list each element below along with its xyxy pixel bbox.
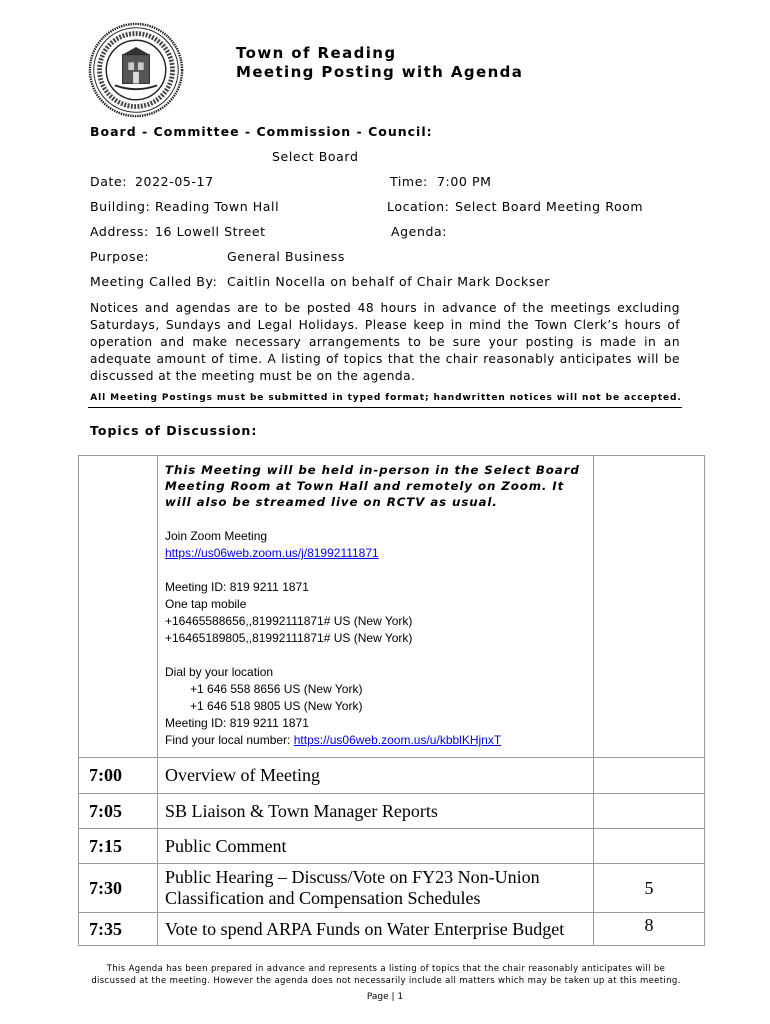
time-label: Time:: [390, 174, 428, 189]
building-value: Reading Town Hall: [155, 199, 280, 214]
table-row: [79, 864, 705, 913]
time-cell: [79, 456, 158, 758]
one-tap-number: +16465189805,,81992111871# US (New York): [165, 631, 413, 645]
agenda-time: 7:30: [79, 864, 158, 913]
agenda-topic: Vote to spend ARPA Funds on Water Enterprise Budget: [158, 913, 594, 946]
called-by-value: Caitlin Nocella on behalf of Chair Mark Dockser: [227, 274, 550, 289]
topics-heading: Topics of Discussion:: [90, 423, 258, 438]
one-tap-number: +16465588656,,81992111871# US (New York): [165, 614, 413, 628]
one-tap-label: One tap mobile: [165, 597, 247, 611]
notice-paragraph: Notices and agendas are to be posted 48 hours in advance of the meetings excluding Saturdays, Sundays and Legal Holidays. Please keep in mind the Town Clerk’s hours of operation and make necessary arrangements to be sure your posting is made in an adequate amount of time. A listing of topics that the chair reasonably anticipates will be discussed at the meeting must be on the agenda.: [90, 301, 680, 383]
dial-number: +1 646 518 9805 US (New York): [190, 699, 363, 713]
address-value: 16 Lowell Street: [155, 224, 266, 239]
agenda-page: [594, 794, 705, 829]
typed-format-note: All Meeting Postings must be submitted in typed format; handwritten notices will not be accepted.: [90, 393, 682, 403]
agenda-time: 7:00: [79, 758, 158, 794]
zoom-info-cell: [158, 456, 594, 758]
meeting-id: Meeting ID: 819 9211 1871: [165, 580, 309, 594]
table-row: [79, 456, 705, 758]
page-title: Town of Reading: [236, 44, 397, 62]
time-value: 7:00 PM: [437, 174, 492, 189]
find-number-label: Find your local number:: [165, 733, 294, 747]
date-label: Date:: [90, 174, 128, 189]
dial-number: +1 646 558 8656 US (New York): [190, 682, 363, 696]
agenda-label: Agenda:: [391, 224, 448, 239]
page-subtitle: Meeting Posting with Agenda: [236, 63, 524, 81]
meeting-id: Meeting ID: 819 9211 1871: [165, 716, 309, 730]
agenda-page: [594, 758, 705, 794]
zoom-heading: This Meeting will be held in-person in the Select Board Meeting Room at Town Hall and remotely on Zoom. It will also be streamed live on RCTV as usual.: [165, 463, 580, 509]
join-zoom-link[interactable]: https://us06web.zoom.us/j/81992111871: [165, 546, 379, 560]
location-label: Location:: [387, 199, 450, 214]
agenda-page: 5: [594, 864, 705, 913]
purpose-value: General Business: [227, 249, 345, 264]
table-row: [79, 829, 705, 864]
agenda-time: 7:15: [79, 829, 158, 864]
agenda-time: 7:05: [79, 794, 158, 829]
location-value: Select Board Meeting Room: [455, 199, 644, 214]
divider: [88, 407, 682, 408]
dial-label: Dial by your location: [165, 665, 274, 679]
table-row: [79, 913, 705, 946]
agenda-topic: SB Liaison & Town Manager Reports: [158, 794, 594, 829]
address-label: Address:: [90, 224, 149, 239]
footer-disclaimer: This Agenda has been prepared in advance and represents a listing of topics that the chair reasonably anticipates will be discussed at the meeting. However the agenda does not necessarily include all matters which may be taken up at this meeting.: [91, 964, 681, 986]
agenda-table: [78, 455, 705, 946]
agenda-topic: Public Hearing – Discuss/Vote on FY23 Non-Union Classification and Compensation Schedules: [158, 864, 594, 913]
agenda-topic: Overview of Meeting: [158, 758, 594, 794]
town-seal-icon: [88, 22, 184, 118]
purpose-label: Purpose:: [90, 249, 150, 264]
date-value: 2022-05-17: [135, 174, 214, 189]
find-number-link[interactable]: https://us06web.zoom.us/u/kbblKHjnxT: [293, 733, 502, 747]
page-number: Page | 1: [366, 992, 404, 1002]
board-heading: Board - Committee - Commission - Council:: [90, 124, 433, 139]
called-by-label: Meeting Called By:: [90, 274, 218, 289]
join-zoom-label: Join Zoom Meeting: [165, 529, 268, 543]
agenda-page: 8: [594, 913, 705, 946]
board-name: Select Board: [272, 149, 359, 164]
agenda-topic: Public Comment: [158, 829, 594, 864]
table-row: [79, 758, 705, 794]
building-label: Building:: [90, 199, 151, 214]
table-row: [79, 794, 705, 829]
agenda-time: 7:35: [79, 913, 158, 946]
agenda-page: [594, 829, 705, 864]
page-cell: [594, 456, 705, 758]
